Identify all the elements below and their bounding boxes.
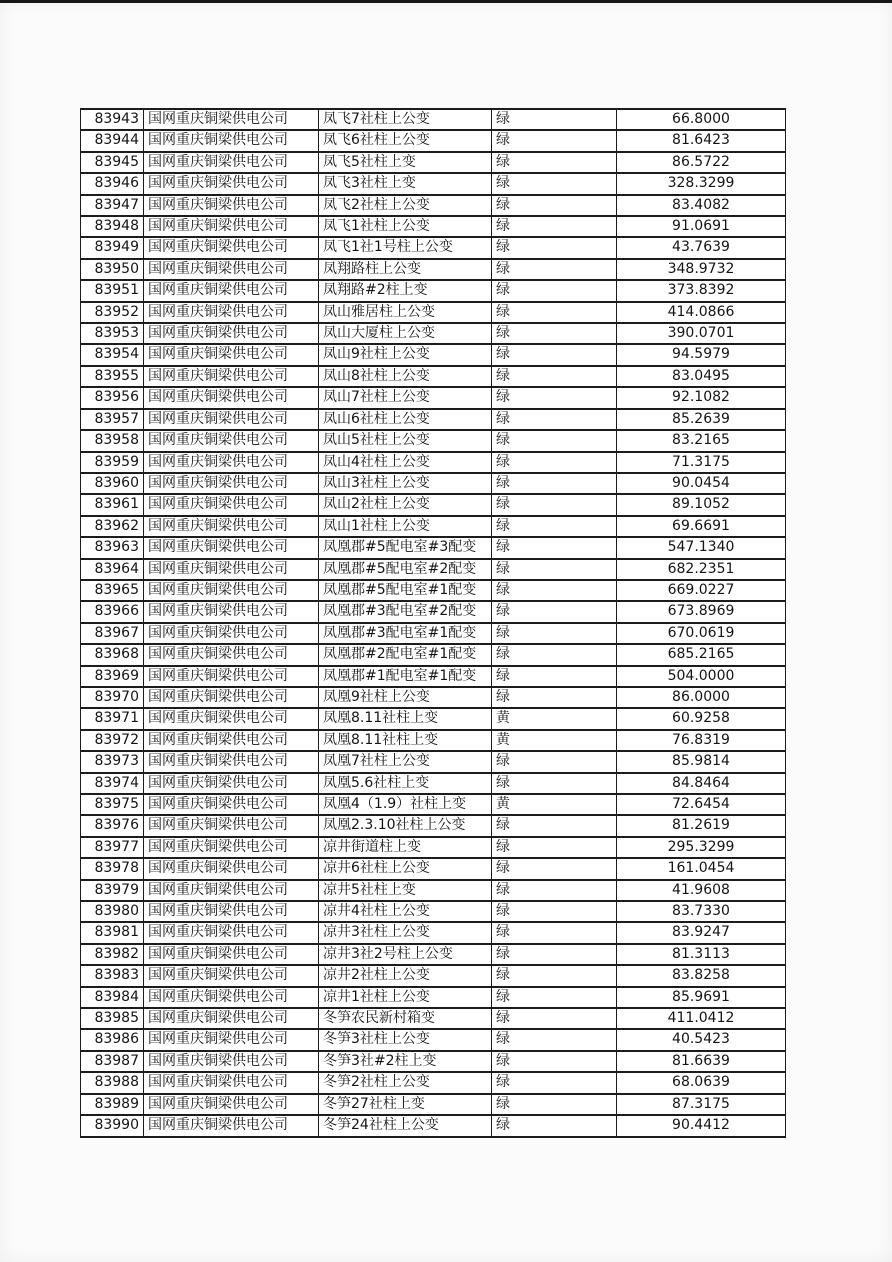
cell-status: 绿 <box>492 344 617 365</box>
cell-company: 国网重庆铜梁供电公司 <box>144 409 319 430</box>
cell-company: 国网重庆铜梁供电公司 <box>144 858 319 879</box>
table-row <box>81 152 786 173</box>
cell-device: 冬笋27社柱上变 <box>319 1094 492 1115</box>
cell-status: 绿 <box>492 837 617 858</box>
cell-device: 凤飞1社柱上公变 <box>319 216 492 237</box>
cell-company: 国网重庆铜梁供电公司 <box>144 237 319 258</box>
table-row <box>81 302 786 323</box>
cell-id: 83962 <box>81 516 144 537</box>
cell-company: 国网重庆铜梁供电公司 <box>144 1051 319 1072</box>
cell-id: 83971 <box>81 708 144 729</box>
cell-id: 83969 <box>81 666 144 687</box>
cell-company: 国网重庆铜梁供电公司 <box>144 580 319 601</box>
cell-status: 绿 <box>492 237 617 258</box>
cell-id: 83972 <box>81 730 144 751</box>
cell-company: 国网重庆铜梁供电公司 <box>144 559 319 580</box>
cell-id: 83952 <box>81 302 144 323</box>
cell-company: 国网重庆铜梁供电公司 <box>144 387 319 408</box>
table-body <box>81 109 786 1137</box>
cell-device: 凤凰郡#2配电室#1配变 <box>319 644 492 665</box>
cell-status: 绿 <box>492 323 617 344</box>
cell-status: 绿 <box>492 452 617 473</box>
cell-status: 绿 <box>492 1029 617 1050</box>
cell-company: 国网重庆铜梁供电公司 <box>144 195 319 216</box>
cell-id: 83945 <box>81 152 144 173</box>
table-row <box>81 751 786 772</box>
table-row <box>81 837 786 858</box>
cell-id: 83983 <box>81 965 144 986</box>
cell-status: 绿 <box>492 366 617 387</box>
cell-company: 国网重庆铜梁供电公司 <box>144 601 319 622</box>
cell-value: 685.2165 <box>617 644 786 665</box>
cell-status: 绿 <box>492 195 617 216</box>
cell-value: 90.0454 <box>617 473 786 494</box>
cell-value: 86.0000 <box>617 687 786 708</box>
table-row <box>81 644 786 665</box>
cell-value: 547.1340 <box>617 537 786 558</box>
table-row <box>81 323 786 344</box>
cell-value: 161.0454 <box>617 858 786 879</box>
cell-status: 绿 <box>492 109 617 130</box>
cell-device: 凤飞1社1号柱上公变 <box>319 237 492 258</box>
table-row <box>81 237 786 258</box>
cell-device: 凤山5社柱上公变 <box>319 430 492 451</box>
cell-id: 83949 <box>81 237 144 258</box>
cell-status: 绿 <box>492 494 617 515</box>
cell-device: 凤凰7社柱上公变 <box>319 751 492 772</box>
cell-value: 83.4082 <box>617 195 786 216</box>
cell-device: 凤凰郡#3配电室#2配变 <box>319 601 492 622</box>
cell-id: 83987 <box>81 1051 144 1072</box>
cell-status: 绿 <box>492 965 617 986</box>
table-row <box>81 965 786 986</box>
table-row <box>81 1072 786 1093</box>
cell-value: 390.0701 <box>617 323 786 344</box>
table-row <box>81 109 786 130</box>
cell-value: 85.9814 <box>617 751 786 772</box>
cell-id: 83964 <box>81 559 144 580</box>
cell-device: 凤凰8.11社柱上变 <box>319 708 492 729</box>
cell-status: 绿 <box>492 987 617 1008</box>
table-row <box>81 452 786 473</box>
cell-value: 84.8464 <box>617 773 786 794</box>
cell-id: 83986 <box>81 1029 144 1050</box>
cell-value: 373.8392 <box>617 280 786 301</box>
table-row <box>81 366 786 387</box>
cell-device: 凤凰5.6社柱上变 <box>319 773 492 794</box>
cell-device: 凤山3社柱上公变 <box>319 473 492 494</box>
cell-status: 绿 <box>492 152 617 173</box>
cell-device: 凤凰郡#3配电室#1配变 <box>319 623 492 644</box>
table-row <box>81 1029 786 1050</box>
cell-id: 83956 <box>81 387 144 408</box>
table-row <box>81 580 786 601</box>
cell-status: 绿 <box>492 1008 617 1029</box>
table-row <box>81 280 786 301</box>
cell-value: 60.9258 <box>617 708 786 729</box>
table-row <box>81 1008 786 1029</box>
cell-value: 86.5722 <box>617 152 786 173</box>
cell-id: 83989 <box>81 1094 144 1115</box>
cell-company: 国网重庆铜梁供电公司 <box>144 644 319 665</box>
cell-company: 国网重庆铜梁供电公司 <box>144 815 319 836</box>
cell-status: 绿 <box>492 130 617 151</box>
cell-company: 国网重庆铜梁供电公司 <box>144 494 319 515</box>
cell-status: 绿 <box>492 901 617 922</box>
cell-device: 凤山8社柱上公变 <box>319 366 492 387</box>
cell-value: 669.0227 <box>617 580 786 601</box>
table-row <box>81 773 786 794</box>
cell-id: 83977 <box>81 837 144 858</box>
cell-device: 凤凰郡#5配电室#3配变 <box>319 537 492 558</box>
top-border-line <box>0 0 892 3</box>
cell-status: 绿 <box>492 666 617 687</box>
cell-id: 83970 <box>81 687 144 708</box>
cell-device: 凤飞6社柱上公变 <box>319 130 492 151</box>
cell-company: 国网重庆铜梁供电公司 <box>144 130 319 151</box>
cell-status: 绿 <box>492 216 617 237</box>
cell-id: 83967 <box>81 623 144 644</box>
cell-status: 绿 <box>492 537 617 558</box>
cell-value: 295.3299 <box>617 837 786 858</box>
table-row <box>81 922 786 943</box>
cell-device: 凤飞2社柱上公变 <box>319 195 492 216</box>
table-row <box>81 815 786 836</box>
cell-value: 682.2351 <box>617 559 786 580</box>
cell-device: 凤山1社柱上公变 <box>319 516 492 537</box>
cell-company: 国网重庆铜梁供电公司 <box>144 473 319 494</box>
cell-id: 83973 <box>81 751 144 772</box>
cell-device: 冬笋24社柱上公变 <box>319 1115 492 1136</box>
cell-device: 凤山4社柱上公变 <box>319 452 492 473</box>
cell-value: 91.0691 <box>617 216 786 237</box>
table-row <box>81 944 786 965</box>
cell-value: 670.0619 <box>617 623 786 644</box>
cell-id: 83960 <box>81 473 144 494</box>
cell-company: 国网重庆铜梁供电公司 <box>144 344 319 365</box>
cell-device: 凤凰4（1.9）社柱上变 <box>319 794 492 815</box>
cell-value: 41.9608 <box>617 880 786 901</box>
cell-value: 71.3175 <box>617 452 786 473</box>
cell-value: 673.8969 <box>617 601 786 622</box>
cell-status: 绿 <box>492 773 617 794</box>
cell-status: 绿 <box>492 280 617 301</box>
cell-company: 国网重庆铜梁供电公司 <box>144 901 319 922</box>
cell-company: 国网重庆铜梁供电公司 <box>144 1029 319 1050</box>
cell-value: 83.7330 <box>617 901 786 922</box>
cell-company: 国网重庆铜梁供电公司 <box>144 794 319 815</box>
cell-company: 国网重庆铜梁供电公司 <box>144 1094 319 1115</box>
table-row <box>81 880 786 901</box>
cell-company: 国网重庆铜梁供电公司 <box>144 323 319 344</box>
cell-device: 凉井3社柱上公变 <box>319 922 492 943</box>
cell-company: 国网重庆铜梁供电公司 <box>144 452 319 473</box>
cell-id: 83963 <box>81 537 144 558</box>
table-row <box>81 430 786 451</box>
cell-device: 冬笋2社柱上公变 <box>319 1072 492 1093</box>
table-row <box>81 259 786 280</box>
cell-company: 国网重庆铜梁供电公司 <box>144 837 319 858</box>
cell-company: 国网重庆铜梁供电公司 <box>144 880 319 901</box>
cell-value: 90.4412 <box>617 1115 786 1136</box>
cell-company: 国网重庆铜梁供电公司 <box>144 1115 319 1136</box>
cell-status: 绿 <box>492 580 617 601</box>
cell-id: 83961 <box>81 494 144 515</box>
table-row <box>81 601 786 622</box>
cell-company: 国网重庆铜梁供电公司 <box>144 708 319 729</box>
cell-id: 83982 <box>81 944 144 965</box>
cell-value: 40.5423 <box>617 1029 786 1050</box>
table-row <box>81 195 786 216</box>
cell-id: 83978 <box>81 858 144 879</box>
cell-device: 凤凰郡#1配电室#1配变 <box>319 666 492 687</box>
cell-value: 348.9732 <box>617 259 786 280</box>
cell-value: 411.0412 <box>617 1008 786 1029</box>
cell-value: 87.3175 <box>617 1094 786 1115</box>
table-row <box>81 1115 786 1136</box>
cell-value: 69.6691 <box>617 516 786 537</box>
cell-id: 83944 <box>81 130 144 151</box>
cell-status: 绿 <box>492 473 617 494</box>
cell-company: 国网重庆铜梁供电公司 <box>144 152 319 173</box>
cell-company: 国网重庆铜梁供电公司 <box>144 666 319 687</box>
cell-id: 83975 <box>81 794 144 815</box>
cell-status: 绿 <box>492 559 617 580</box>
cell-id: 83988 <box>81 1072 144 1093</box>
cell-company: 国网重庆铜梁供电公司 <box>144 173 319 194</box>
cell-device: 冬笋3社#2柱上变 <box>319 1051 492 1072</box>
cell-device: 凉井1社柱上公变 <box>319 987 492 1008</box>
cell-value: 83.2165 <box>617 430 786 451</box>
table-row <box>81 173 786 194</box>
cell-value: 81.2619 <box>617 815 786 836</box>
cell-status: 绿 <box>492 1115 617 1136</box>
table-row <box>81 516 786 537</box>
table-row <box>81 1094 786 1115</box>
cell-device: 凤凰郡#5配电室#1配变 <box>319 580 492 601</box>
cell-device: 凉井街道柱上变 <box>319 837 492 858</box>
cell-value: 328.3299 <box>617 173 786 194</box>
cell-device: 凤山9社柱上公变 <box>319 344 492 365</box>
cell-company: 国网重庆铜梁供电公司 <box>144 516 319 537</box>
cell-company: 国网重庆铜梁供电公司 <box>144 366 319 387</box>
cell-value: 92.1082 <box>617 387 786 408</box>
cell-device: 凤山7社柱上公变 <box>319 387 492 408</box>
cell-status: 绿 <box>492 409 617 430</box>
cell-company: 国网重庆铜梁供电公司 <box>144 216 319 237</box>
cell-status: 绿 <box>492 302 617 323</box>
cell-id: 83951 <box>81 280 144 301</box>
table-row <box>81 623 786 644</box>
cell-id: 83957 <box>81 409 144 430</box>
cell-company: 国网重庆铜梁供电公司 <box>144 1072 319 1093</box>
table-row <box>81 387 786 408</box>
cell-id: 83980 <box>81 901 144 922</box>
cell-device: 凤飞3社柱上变 <box>319 173 492 194</box>
table-row <box>81 494 786 515</box>
cell-device: 凤翔路柱上公变 <box>319 259 492 280</box>
cell-status: 绿 <box>492 1051 617 1072</box>
cell-id: 83954 <box>81 344 144 365</box>
cell-device: 凤山雅居柱上公变 <box>319 302 492 323</box>
cell-value: 81.3113 <box>617 944 786 965</box>
cell-value: 85.2639 <box>617 409 786 430</box>
cell-value: 66.8000 <box>617 109 786 130</box>
cell-id: 83965 <box>81 580 144 601</box>
cell-value: 94.5979 <box>617 344 786 365</box>
cell-id: 83943 <box>81 109 144 130</box>
cell-status: 绿 <box>492 430 617 451</box>
cell-device: 凤山6社柱上公变 <box>319 409 492 430</box>
cell-value: 85.9691 <box>617 987 786 1008</box>
table-row <box>81 130 786 151</box>
cell-company: 国网重庆铜梁供电公司 <box>144 280 319 301</box>
cell-company: 国网重庆铜梁供电公司 <box>144 730 319 751</box>
table-row <box>81 687 786 708</box>
cell-id: 83968 <box>81 644 144 665</box>
cell-id: 83979 <box>81 880 144 901</box>
cell-status: 绿 <box>492 944 617 965</box>
transformer-data-table <box>80 108 786 1138</box>
cell-device: 凤翔路#2柱上变 <box>319 280 492 301</box>
cell-value: 43.7639 <box>617 237 786 258</box>
cell-status: 绿 <box>492 687 617 708</box>
table-row <box>81 1051 786 1072</box>
table-row <box>81 559 786 580</box>
cell-status: 绿 <box>492 1094 617 1115</box>
cell-value: 68.0639 <box>617 1072 786 1093</box>
table-row <box>81 987 786 1008</box>
cell-device: 凤山大厦柱上公变 <box>319 323 492 344</box>
cell-id: 83947 <box>81 195 144 216</box>
cell-status: 绿 <box>492 751 617 772</box>
cell-company: 国网重庆铜梁供电公司 <box>144 109 319 130</box>
cell-status: 绿 <box>492 173 617 194</box>
cell-status: 黄 <box>492 794 617 815</box>
cell-status: 黄 <box>492 730 617 751</box>
cell-status: 绿 <box>492 858 617 879</box>
cell-company: 国网重庆铜梁供电公司 <box>144 537 319 558</box>
cell-status: 绿 <box>492 623 617 644</box>
cell-device: 凤飞5社柱上变 <box>319 152 492 173</box>
cell-status: 绿 <box>492 601 617 622</box>
cell-id: 83985 <box>81 1008 144 1029</box>
cell-status: 绿 <box>492 644 617 665</box>
cell-status: 绿 <box>492 516 617 537</box>
cell-status: 绿 <box>492 880 617 901</box>
cell-id: 83974 <box>81 773 144 794</box>
cell-company: 国网重庆铜梁供电公司 <box>144 965 319 986</box>
cell-status: 绿 <box>492 922 617 943</box>
cell-device: 凤凰8.11社柱上变 <box>319 730 492 751</box>
cell-device: 凤凰9社柱上公变 <box>319 687 492 708</box>
table-row <box>81 858 786 879</box>
cell-value: 81.6423 <box>617 130 786 151</box>
cell-id: 83966 <box>81 601 144 622</box>
cell-company: 国网重庆铜梁供电公司 <box>144 623 319 644</box>
cell-id: 83981 <box>81 922 144 943</box>
table-row <box>81 901 786 922</box>
cell-id: 83955 <box>81 366 144 387</box>
table-row <box>81 344 786 365</box>
cell-id: 83990 <box>81 1115 144 1136</box>
cell-value: 81.6639 <box>617 1051 786 1072</box>
cell-device: 冬笋农民新村箱变 <box>319 1008 492 1029</box>
table-row <box>81 473 786 494</box>
table-row <box>81 216 786 237</box>
cell-value: 414.0866 <box>617 302 786 323</box>
cell-device: 凉井3社2号柱上公变 <box>319 944 492 965</box>
cell-id: 83958 <box>81 430 144 451</box>
cell-value: 83.0495 <box>617 366 786 387</box>
cell-status: 绿 <box>492 1072 617 1093</box>
cell-id: 83959 <box>81 452 144 473</box>
cell-value: 76.8319 <box>617 730 786 751</box>
cell-device: 冬笋3社柱上公变 <box>319 1029 492 1050</box>
cell-device: 凤凰2.3.10社柱上公变 <box>319 815 492 836</box>
table-row <box>81 409 786 430</box>
table-row <box>81 708 786 729</box>
cell-company: 国网重庆铜梁供电公司 <box>144 302 319 323</box>
cell-status: 绿 <box>492 387 617 408</box>
cell-company: 国网重庆铜梁供电公司 <box>144 1008 319 1029</box>
cell-device: 凉井5社柱上变 <box>319 880 492 901</box>
cell-company: 国网重庆铜梁供电公司 <box>144 987 319 1008</box>
cell-value: 83.8258 <box>617 965 786 986</box>
table-row <box>81 730 786 751</box>
cell-id: 83984 <box>81 987 144 1008</box>
cell-id: 83950 <box>81 259 144 280</box>
cell-company: 国网重庆铜梁供电公司 <box>144 259 319 280</box>
table-row <box>81 666 786 687</box>
cell-id: 83948 <box>81 216 144 237</box>
cell-device: 凉井6社柱上公变 <box>319 858 492 879</box>
cell-id: 83953 <box>81 323 144 344</box>
cell-status: 黄 <box>492 708 617 729</box>
cell-device: 凤凰郡#5配电室#2配变 <box>319 559 492 580</box>
cell-id: 83976 <box>81 815 144 836</box>
cell-device: 凤山2社柱上公变 <box>319 494 492 515</box>
cell-status: 绿 <box>492 259 617 280</box>
cell-company: 国网重庆铜梁供电公司 <box>144 944 319 965</box>
cell-company: 国网重庆铜梁供电公司 <box>144 773 319 794</box>
cell-company: 国网重庆铜梁供电公司 <box>144 687 319 708</box>
cell-value: 83.9247 <box>617 922 786 943</box>
table-row <box>81 794 786 815</box>
cell-value: 89.1052 <box>617 494 786 515</box>
cell-value: 72.6454 <box>617 794 786 815</box>
cell-company: 国网重庆铜梁供电公司 <box>144 922 319 943</box>
cell-company: 国网重庆铜梁供电公司 <box>144 430 319 451</box>
table-row <box>81 537 786 558</box>
cell-company: 国网重庆铜梁供电公司 <box>144 751 319 772</box>
cell-device: 凉井2社柱上公变 <box>319 965 492 986</box>
cell-device: 凤飞7社柱上公变 <box>319 109 492 130</box>
cell-id: 83946 <box>81 173 144 194</box>
cell-status: 绿 <box>492 815 617 836</box>
cell-value: 504.0000 <box>617 666 786 687</box>
cell-device: 凉井4社柱上公变 <box>319 901 492 922</box>
